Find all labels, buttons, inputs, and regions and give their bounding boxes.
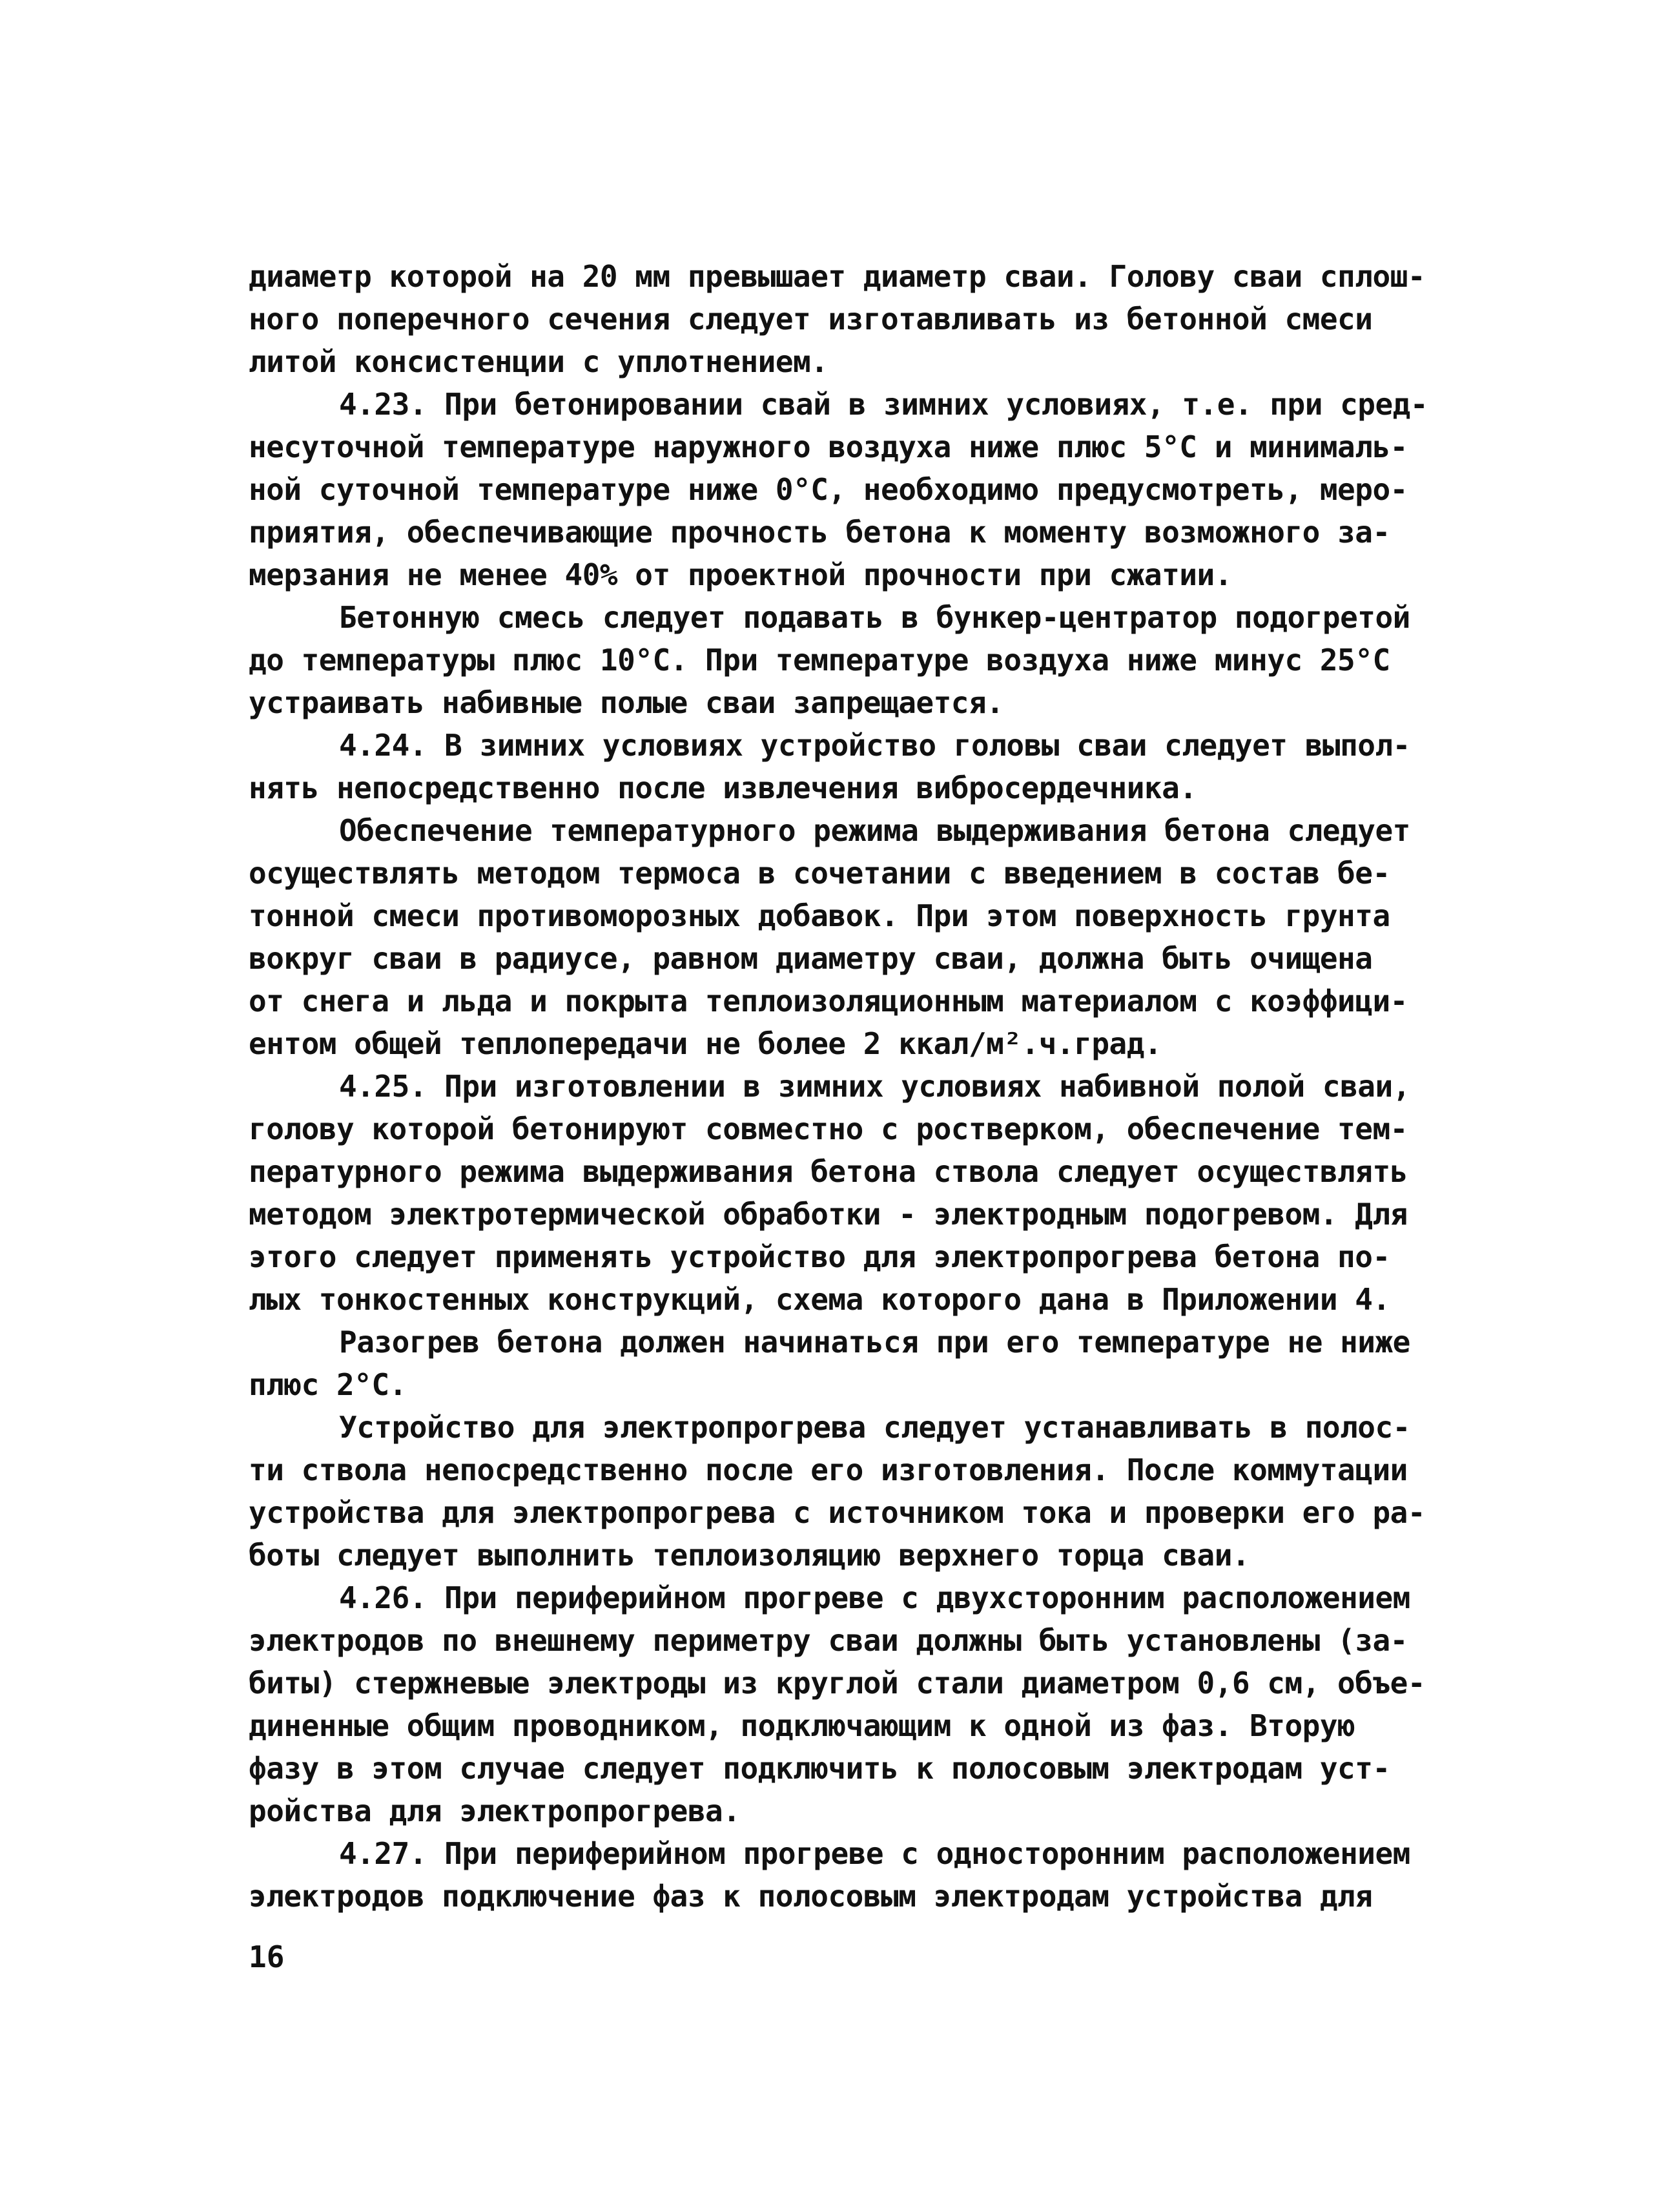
text-line: 4.27. При периферийном прогреве с односторонним расположением: [339, 1836, 1410, 1871]
text-line: Обеспечение температурного режима выдерживания бетона следует: [339, 813, 1410, 848]
text-line: биты) стержневые электроды из круглой стали диаметром 0,6 см, объе-: [249, 1666, 1426, 1700]
text-line: литой консистенции с уплотнением.: [249, 344, 828, 379]
text-line: диненные общим проводником, подключающим к одной из фаз. Вторую: [249, 1708, 1355, 1743]
text-line: боты следует выполнить теплоизоляцию верхнего торца сваи.: [249, 1538, 1250, 1573]
text-line: методом электротермической обработки - электродным подогревом. Для: [249, 1197, 1408, 1232]
text-line: ти ствола непосредственно после его изготовления. После коммутации: [249, 1452, 1408, 1487]
text-line: 4.23. При бетонировании свай в зимних условиях, т.е. при сред-: [339, 387, 1428, 422]
text-line: 4.24. В зимних условиях устройство головы сваи следует выпол-: [339, 728, 1410, 763]
text-line: электродов подключение фаз к полосовым электродам устройства для: [249, 1879, 1373, 1914]
text-line: лых тонкостенных конструкций, схема которого дана в Приложении 4.: [249, 1282, 1390, 1317]
text-line: Разогрев бетона должен начинаться при его температуре не ниже: [339, 1325, 1410, 1359]
text-line: нять непосредственно после извлечения вибросердечника.: [249, 770, 1197, 805]
text-line: устройства для электропрогрева с источником тока и проверки его ра-: [249, 1495, 1426, 1530]
text-line: электродов по внешнему периметру сваи должны быть установлены (за-: [249, 1623, 1408, 1658]
text-line: от снега и льда и покрыта теплоизоляционным материалом с коэффици-: [249, 984, 1408, 1018]
text-line: 4.26. При периферийном прогреве с двухсторонним расположением: [339, 1580, 1410, 1615]
text-line: ного поперечного сечения следует изготавливать из бетонной смеси: [249, 302, 1373, 336]
text-line: голову которой бетонируют совместно с ростверком, обеспечение тем-: [249, 1111, 1408, 1146]
text-line: до температуры плюс 10°С. При температуре воздуха ниже минус 25°С: [249, 643, 1390, 677]
text-line: приятия, обеспечивающие прочность бетона к моменту возможного за-: [249, 515, 1390, 550]
text-line: пературного режима выдерживания бетона ствола следует осуществлять: [249, 1154, 1408, 1189]
text-line: осуществлять методом термоса в сочетании с введением в состав бе-: [249, 856, 1390, 891]
page-number: 16: [249, 1939, 285, 1974]
text-line: тонной смеси противоморозных добавок. При этом поверхность грунта: [249, 898, 1390, 933]
text-line: мерзания не менее 40% от проектной прочности при сжатии.: [249, 557, 1232, 592]
text-line: плюс 2°С.: [249, 1367, 407, 1402]
text-line: вокруг сваи в радиусе, равном диаметру сваи, должна быть очищена: [249, 941, 1373, 976]
text-line: устраивать набивные полые сваи запрещается.: [249, 685, 1004, 720]
text-line: фазу в этом случае следует подключить к полосовым электродам уст-: [249, 1751, 1390, 1786]
text-line: ентом общей теплопередачи не более 2 ккал/м².ч.град.: [249, 1026, 1162, 1061]
text-line: диаметр которой на 20 мм превышает диаметр сваи. Голову сваи сплош-: [249, 259, 1426, 294]
text-line: 4.25. При изготовлении в зимних условиях набивной полой сваи,: [339, 1069, 1410, 1104]
text-line: Устройство для электропрогрева следует устанавливать в полос-: [339, 1410, 1410, 1445]
text-line: ной суточной температуре ниже 0°С, необходимо предусмотреть, меро-: [249, 472, 1408, 507]
body-text: [249, 255, 1428, 1917]
text-line: несуточной температуре наружного воздуха ниже плюс 5°С и минималь-: [249, 429, 1408, 464]
text-line: ройства для электропрогрева.: [249, 1793, 741, 1828]
text-line: Бетонную смесь следует подавать в бункер-центратор подогретой: [339, 600, 1410, 635]
text-line: этого следует применять устройство для электропрогрева бетона по-: [249, 1239, 1390, 1274]
